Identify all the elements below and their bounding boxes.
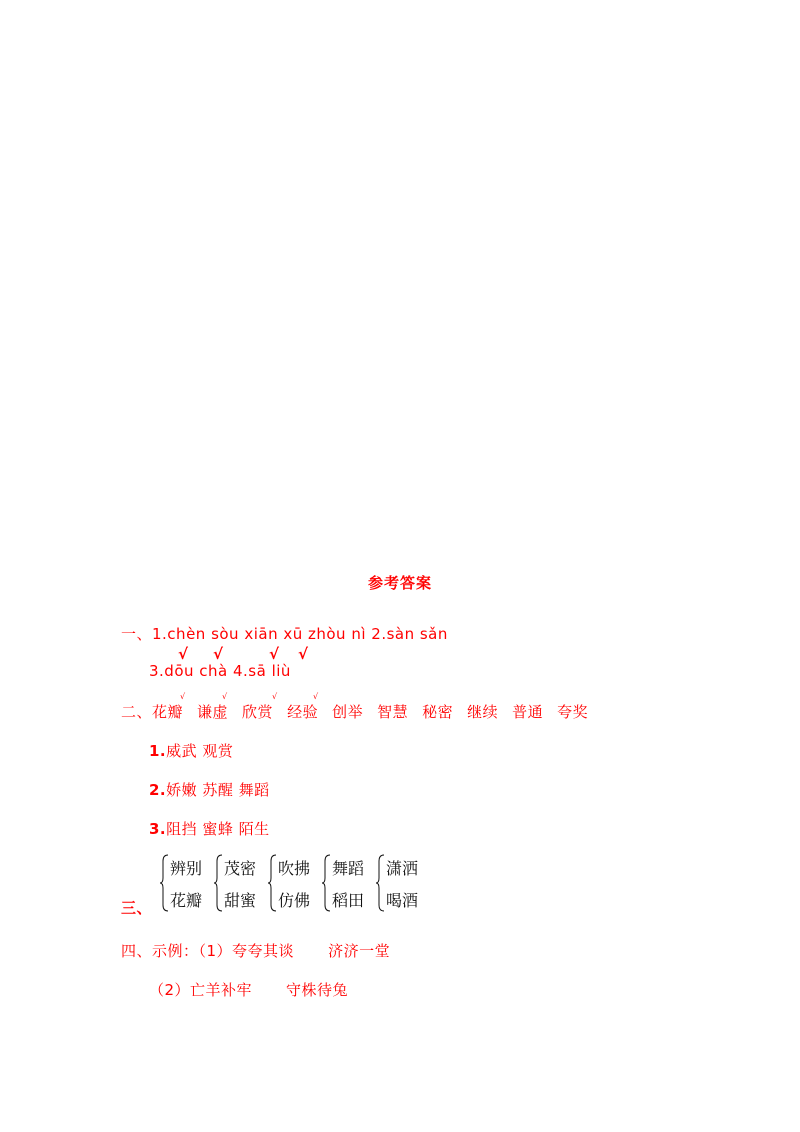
check-mark-small: √ xyxy=(180,692,186,701)
word: 智慧 xyxy=(377,703,409,721)
check-mark: √ xyxy=(298,645,309,663)
section2-item xyxy=(149,779,270,800)
brace-icon xyxy=(376,854,385,912)
check-mark-small: √ xyxy=(313,692,319,701)
word: 普通 xyxy=(512,703,544,721)
check-mark-small: √ xyxy=(272,692,278,701)
idiom: （2）亡羊补牢 xyxy=(149,981,253,999)
idiom: （1）夸夸其谈 xyxy=(198,942,295,960)
brace-icon xyxy=(214,854,223,912)
item-text: 威武 观赏 xyxy=(166,742,234,760)
word: 欣赏 xyxy=(242,703,274,721)
word: 经验 xyxy=(287,703,319,721)
section4-label: 四、示例： xyxy=(121,942,199,960)
item-text: 娇嫩 苏醒 舞蹈 xyxy=(166,781,270,799)
word: 谦虚 xyxy=(197,703,229,721)
word: 花瓣 xyxy=(152,703,184,721)
item-text: 阻挡 蜜蜂 陌生 xyxy=(166,820,270,838)
section2-item xyxy=(149,818,270,839)
brace-icon xyxy=(268,854,277,912)
item-number: 3. xyxy=(149,820,167,838)
word-bottom: 花瓣 xyxy=(170,891,203,910)
word: 秘密 xyxy=(422,703,454,721)
section2-words xyxy=(121,701,588,722)
brace-icon xyxy=(160,854,169,912)
word-bottom: 喝酒 xyxy=(386,891,419,910)
word: 夸奖 xyxy=(557,703,589,721)
check-mark-small: √ xyxy=(222,692,228,701)
section4-line1 xyxy=(121,940,390,961)
section4-line2 xyxy=(149,979,348,1000)
section2-item xyxy=(149,740,233,761)
section1-line1: 一、1.chèn sòu xiān xū zhòu nì 2.sàn sǎn xyxy=(121,625,448,643)
idiom: 济济一堂 xyxy=(328,942,391,960)
word: 创举 xyxy=(332,703,364,721)
brace-icon xyxy=(322,854,331,912)
word-bottom: 仿佛 xyxy=(278,891,311,910)
check-mark: √ xyxy=(213,645,224,663)
section2-label: 二、 xyxy=(121,703,153,721)
word-top: 辨别 xyxy=(170,859,203,878)
word-top: 舞蹈 xyxy=(332,859,365,878)
section1-line2: 3.dōu chà 4.sā liù xyxy=(149,662,291,680)
section3-label: 三、 xyxy=(121,899,153,917)
item-number: 1. xyxy=(149,742,167,760)
word-bottom: 稻田 xyxy=(332,891,365,910)
check-mark: √ xyxy=(178,645,189,663)
word-top: 吹拂 xyxy=(278,859,311,878)
word-top: 茂密 xyxy=(224,859,257,878)
check-mark: √ xyxy=(269,645,280,663)
word-bottom: 甜蜜 xyxy=(224,891,257,910)
page-title: 参考答案 xyxy=(367,574,432,592)
word-top: 潇洒 xyxy=(386,859,419,878)
item-number: 2. xyxy=(149,781,167,799)
word: 继续 xyxy=(467,703,499,721)
idiom: 守株待兔 xyxy=(286,981,349,999)
